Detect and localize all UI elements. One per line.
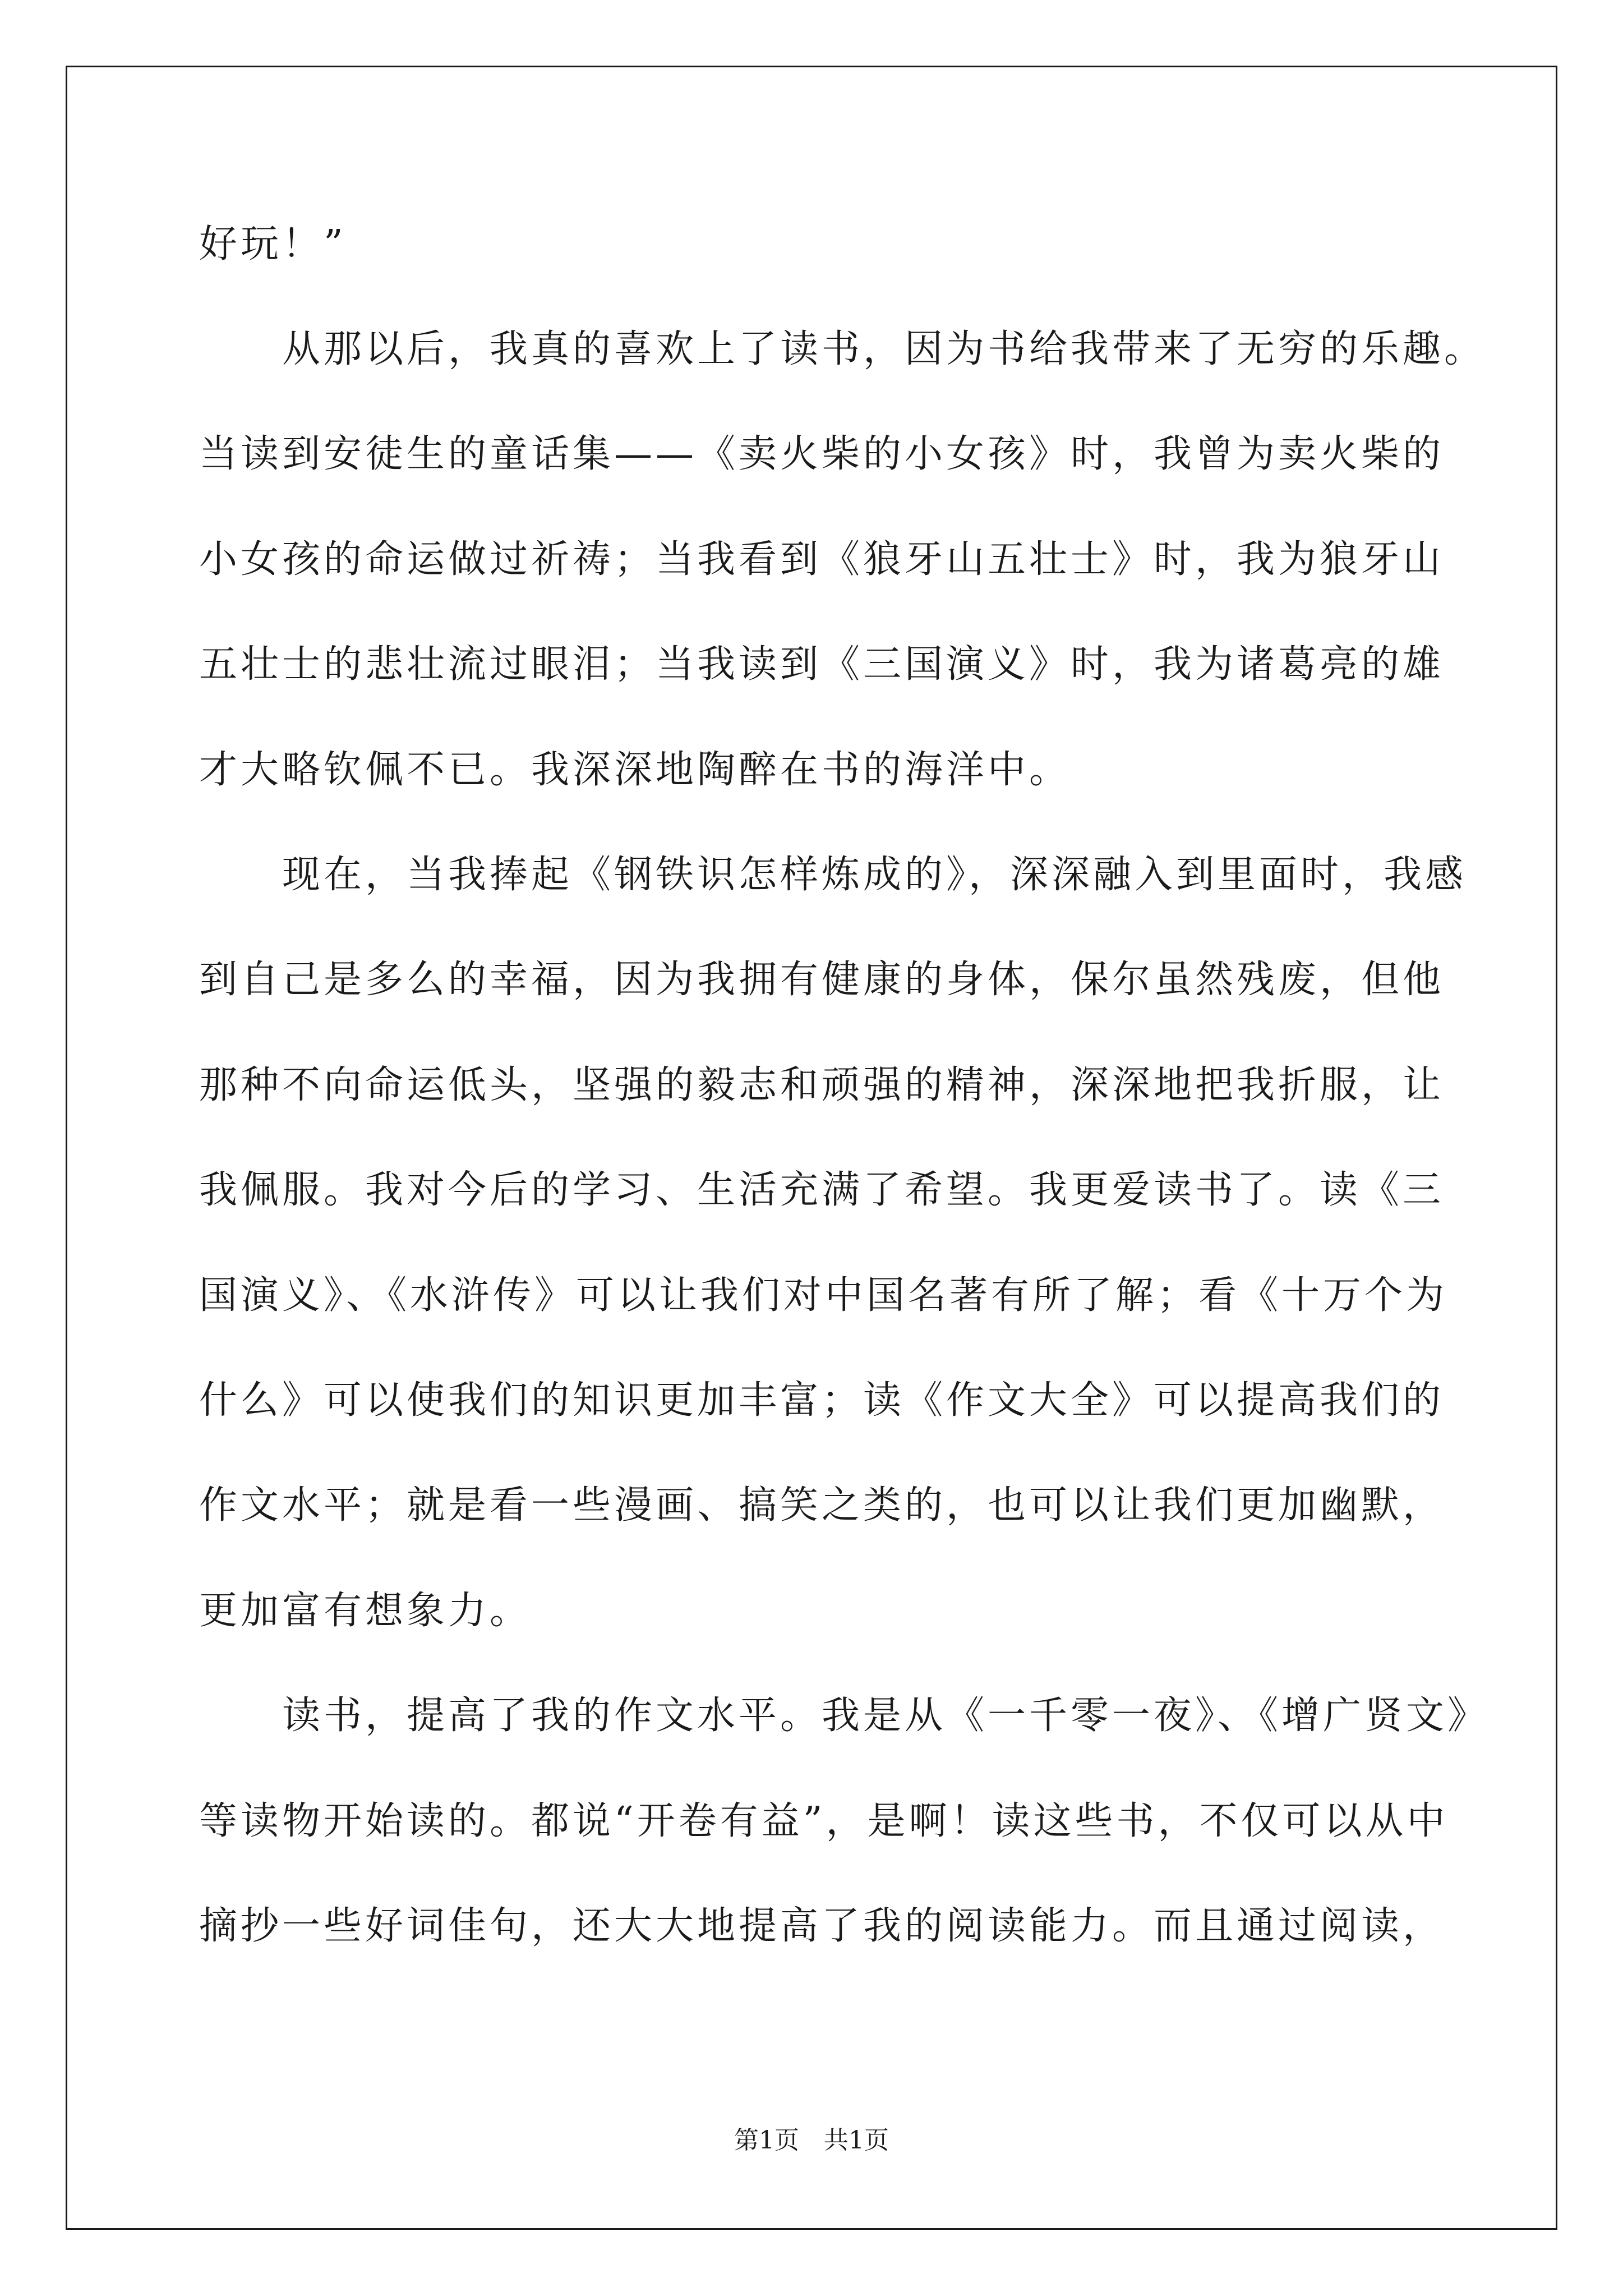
text-line: 更加富有想象力。 <box>199 1589 532 1633</box>
text-line: 到自己是多么的幸福，因为我拥有健康的身体，保尔虽然残废，但他 <box>199 958 1445 1002</box>
text-line: 五壮士的悲壮流过眼泪；当我读到《三国演义》时，我为诸葛亮的雄 <box>199 642 1445 687</box>
text-line: 从那以后，我真的喜欢上了读书，因为书给我带来了无穷的乐趣。 <box>199 327 1486 371</box>
text-line: 什么》可以使我们的知识更加丰富；读《作文大全》可以提高我们的 <box>199 1378 1445 1423</box>
text-line: 读书，提高了我的作文水平。我是从《一千零一夜》、《增广贤文》 <box>199 1694 1490 1738</box>
text-line: 才大略钦佩不已。我深深地陶醉在书的海洋中。 <box>199 748 1071 792</box>
text-line: 当读到安徒生的童话集——《卖火柴的小女孩》时，我曾为卖火柴的 <box>199 432 1445 476</box>
text-line: 作文水平；就是看一些漫画、搞笑之类的，也可以让我们更加幽默， <box>199 1483 1445 1527</box>
text-line: 那种不向命运低头，坚强的毅志和顽强的精神，深深地把我折服，让 <box>199 1063 1445 1107</box>
text-line: 等读物开始读的。都说“开卷有益”，是啊！读这些书，不仅可以从中 <box>199 1799 1449 1843</box>
text-line: 现在，当我捧起《钢铁识怎样炼成的》，深深融入到里面时，我感 <box>199 853 1467 897</box>
text-line: 国演义》、《水浒传》可以让我们对中国名著有所了解；看《十万个为 <box>199 1273 1448 1318</box>
text-line: 小女孩的命运做过祈祷；当我看到《狼牙山五壮士》时，我为狼牙山 <box>199 537 1445 582</box>
page-number-footer: 第1页 共1页 <box>734 2126 889 2155</box>
text-line: 好玩！” <box>199 222 347 266</box>
text-line: 摘抄一些好词佳句，还大大地提高了我的阅读能力。而且通过阅读， <box>199 1904 1445 1948</box>
text-line: 我佩服。我对今后的学习、生活充满了希望。我更爱读书了。读《三 <box>199 1168 1445 1212</box>
